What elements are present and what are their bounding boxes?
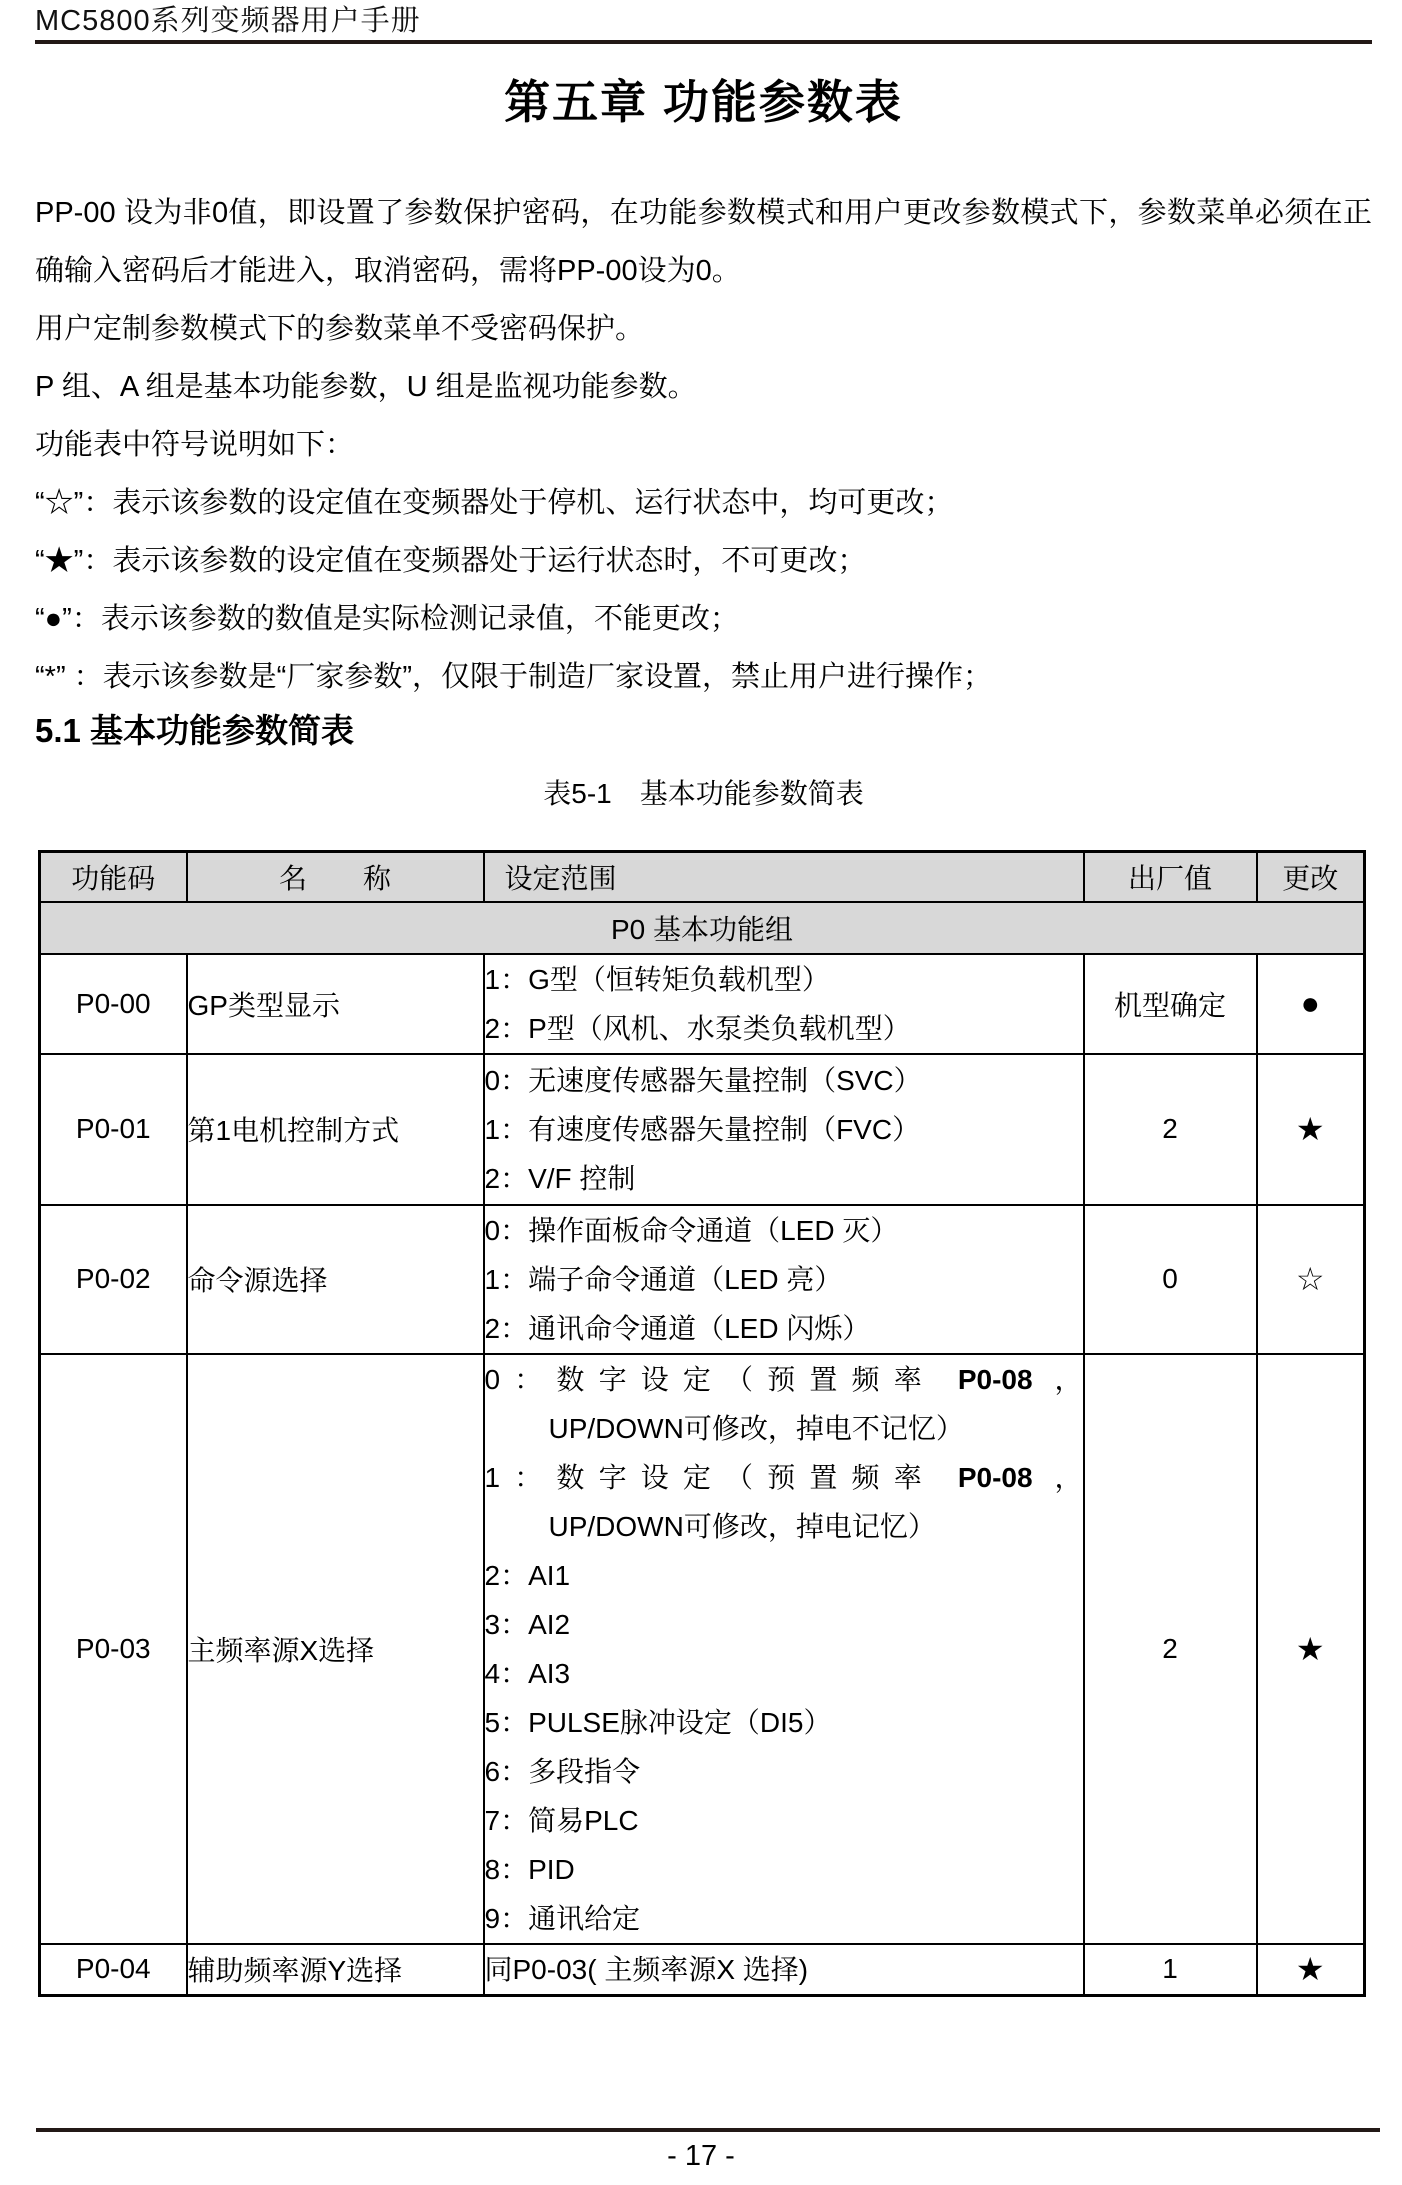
table-row	[40, 1354, 1365, 1944]
param-change-flag: ★	[1257, 1054, 1365, 1205]
param-change-flag: ☆	[1257, 1205, 1365, 1354]
param-change-flag: ★	[1257, 1354, 1365, 1944]
group-row-label: P0 基本功能组	[40, 902, 1365, 954]
param-change-flag: ★	[1257, 1944, 1365, 1996]
param-default: 机型确定	[1084, 954, 1257, 1054]
table-row	[40, 954, 1365, 1054]
param-code: P0-01	[40, 1054, 187, 1205]
intro-paragraph-groups: P 组、A 组是基本功能参数，U 组是监视功能参数。	[35, 371, 697, 403]
legend-filled-circle: “●”：表示该参数的数值是实际检测记录值，不能更改；	[35, 603, 739, 635]
param-range: 同P0-03( 主频率源X 选择)	[484, 1944, 1084, 1996]
param-range: 0：数字设定（预置频率 P0-08 ， UP/DOWN可修改，掉电不记忆） 1：数字设定（预置频率 P0-08 ， UP/DOWN可修改，掉电记忆） 2：AI1 3：AI2 4：AI3 5：PULSE脉冲设定（DI5） 6：多段指令 7：简易PLC 8：PID 9：通讯给定	[484, 1354, 1084, 1944]
param-code: P0-03	[40, 1354, 187, 1944]
intro-paragraph-legend-intro: 功能表中符号说明如下：	[35, 429, 355, 461]
column-header-code: 功能码	[40, 852, 187, 902]
table-header-row	[40, 852, 1365, 902]
parameter-table	[38, 850, 1366, 1997]
param-code: P0-04	[40, 1944, 187, 1996]
param-name: 辅助频率源Y选择	[187, 1944, 484, 1996]
table-row	[40, 1944, 1365, 1996]
param-name: 命令源选择	[187, 1205, 484, 1354]
param-default: 2	[1084, 1054, 1257, 1205]
document-header-title: MC5800系列变频器用户手册	[35, 5, 421, 37]
param-code: P0-02	[40, 1205, 187, 1354]
legend-open-star: “☆”：表示该参数的设定值在变频器处于停机、运行状态中，均可更改；	[35, 487, 954, 519]
param-change-flag: ●	[1257, 954, 1365, 1054]
column-header-default: 出厂值	[1084, 852, 1257, 902]
chapter-title: 第五章 功能参数表	[504, 76, 903, 128]
column-header-range: 设定范围	[484, 852, 1084, 902]
param-name: GP类型显示	[187, 954, 484, 1054]
param-range: 1：G型（恒转矩负载机型） 2：P型（风机、水泵类负载机型）	[484, 954, 1084, 1054]
param-default: 1	[1084, 1944, 1257, 1996]
legend-filled-star: “★”：表示该参数的设定值在变频器处于运行状态时，不可更改；	[35, 545, 867, 577]
param-default: 2	[1084, 1354, 1257, 1944]
table-row	[40, 1205, 1365, 1354]
footer-rule	[36, 2128, 1380, 2132]
header-rule	[35, 40, 1372, 44]
group-row-p0	[40, 902, 1365, 954]
param-name: 第1电机控制方式	[187, 1054, 484, 1205]
section-heading: 5.1 基本功能参数简表	[35, 712, 355, 749]
param-range: 0：操作面板命令通道（LED 灭） 1：端子命令通道（LED 亮） 2：通讯命令通道（LED 闪烁）	[484, 1205, 1084, 1354]
intro-paragraph-password: PP-00 设为非0值，即设置了参数保护密码，在功能参数模式和用户更改参数模式下，参数菜单必须在正确输入密码后才能进入，取消密码，需将PP-00设为0。	[35, 197, 1372, 287]
intro-paragraph-custom-mode: 用户定制参数模式下的参数菜单不受密码保护。	[35, 313, 645, 345]
param-default: 0	[1084, 1205, 1257, 1354]
param-name: 主频率源X选择	[187, 1354, 484, 1944]
param-range: 0：无速度传感器矢量控制（SVC） 1：有速度传感器矢量控制（FVC） 2：V/F 控制	[484, 1054, 1084, 1205]
table-caption: 表5-1 基本功能参数简表	[543, 778, 864, 809]
param-code: P0-00	[40, 954, 187, 1054]
column-header-change: 更改	[1257, 852, 1365, 902]
page-number: - 17 -	[667, 2140, 735, 2172]
legend-asterisk: “*” ：表示该参数是“厂家参数”，仅限于制造厂家设置，禁止用户进行操作；	[35, 661, 992, 693]
column-header-name: 名 称	[187, 852, 484, 902]
table-row	[40, 1054, 1365, 1205]
